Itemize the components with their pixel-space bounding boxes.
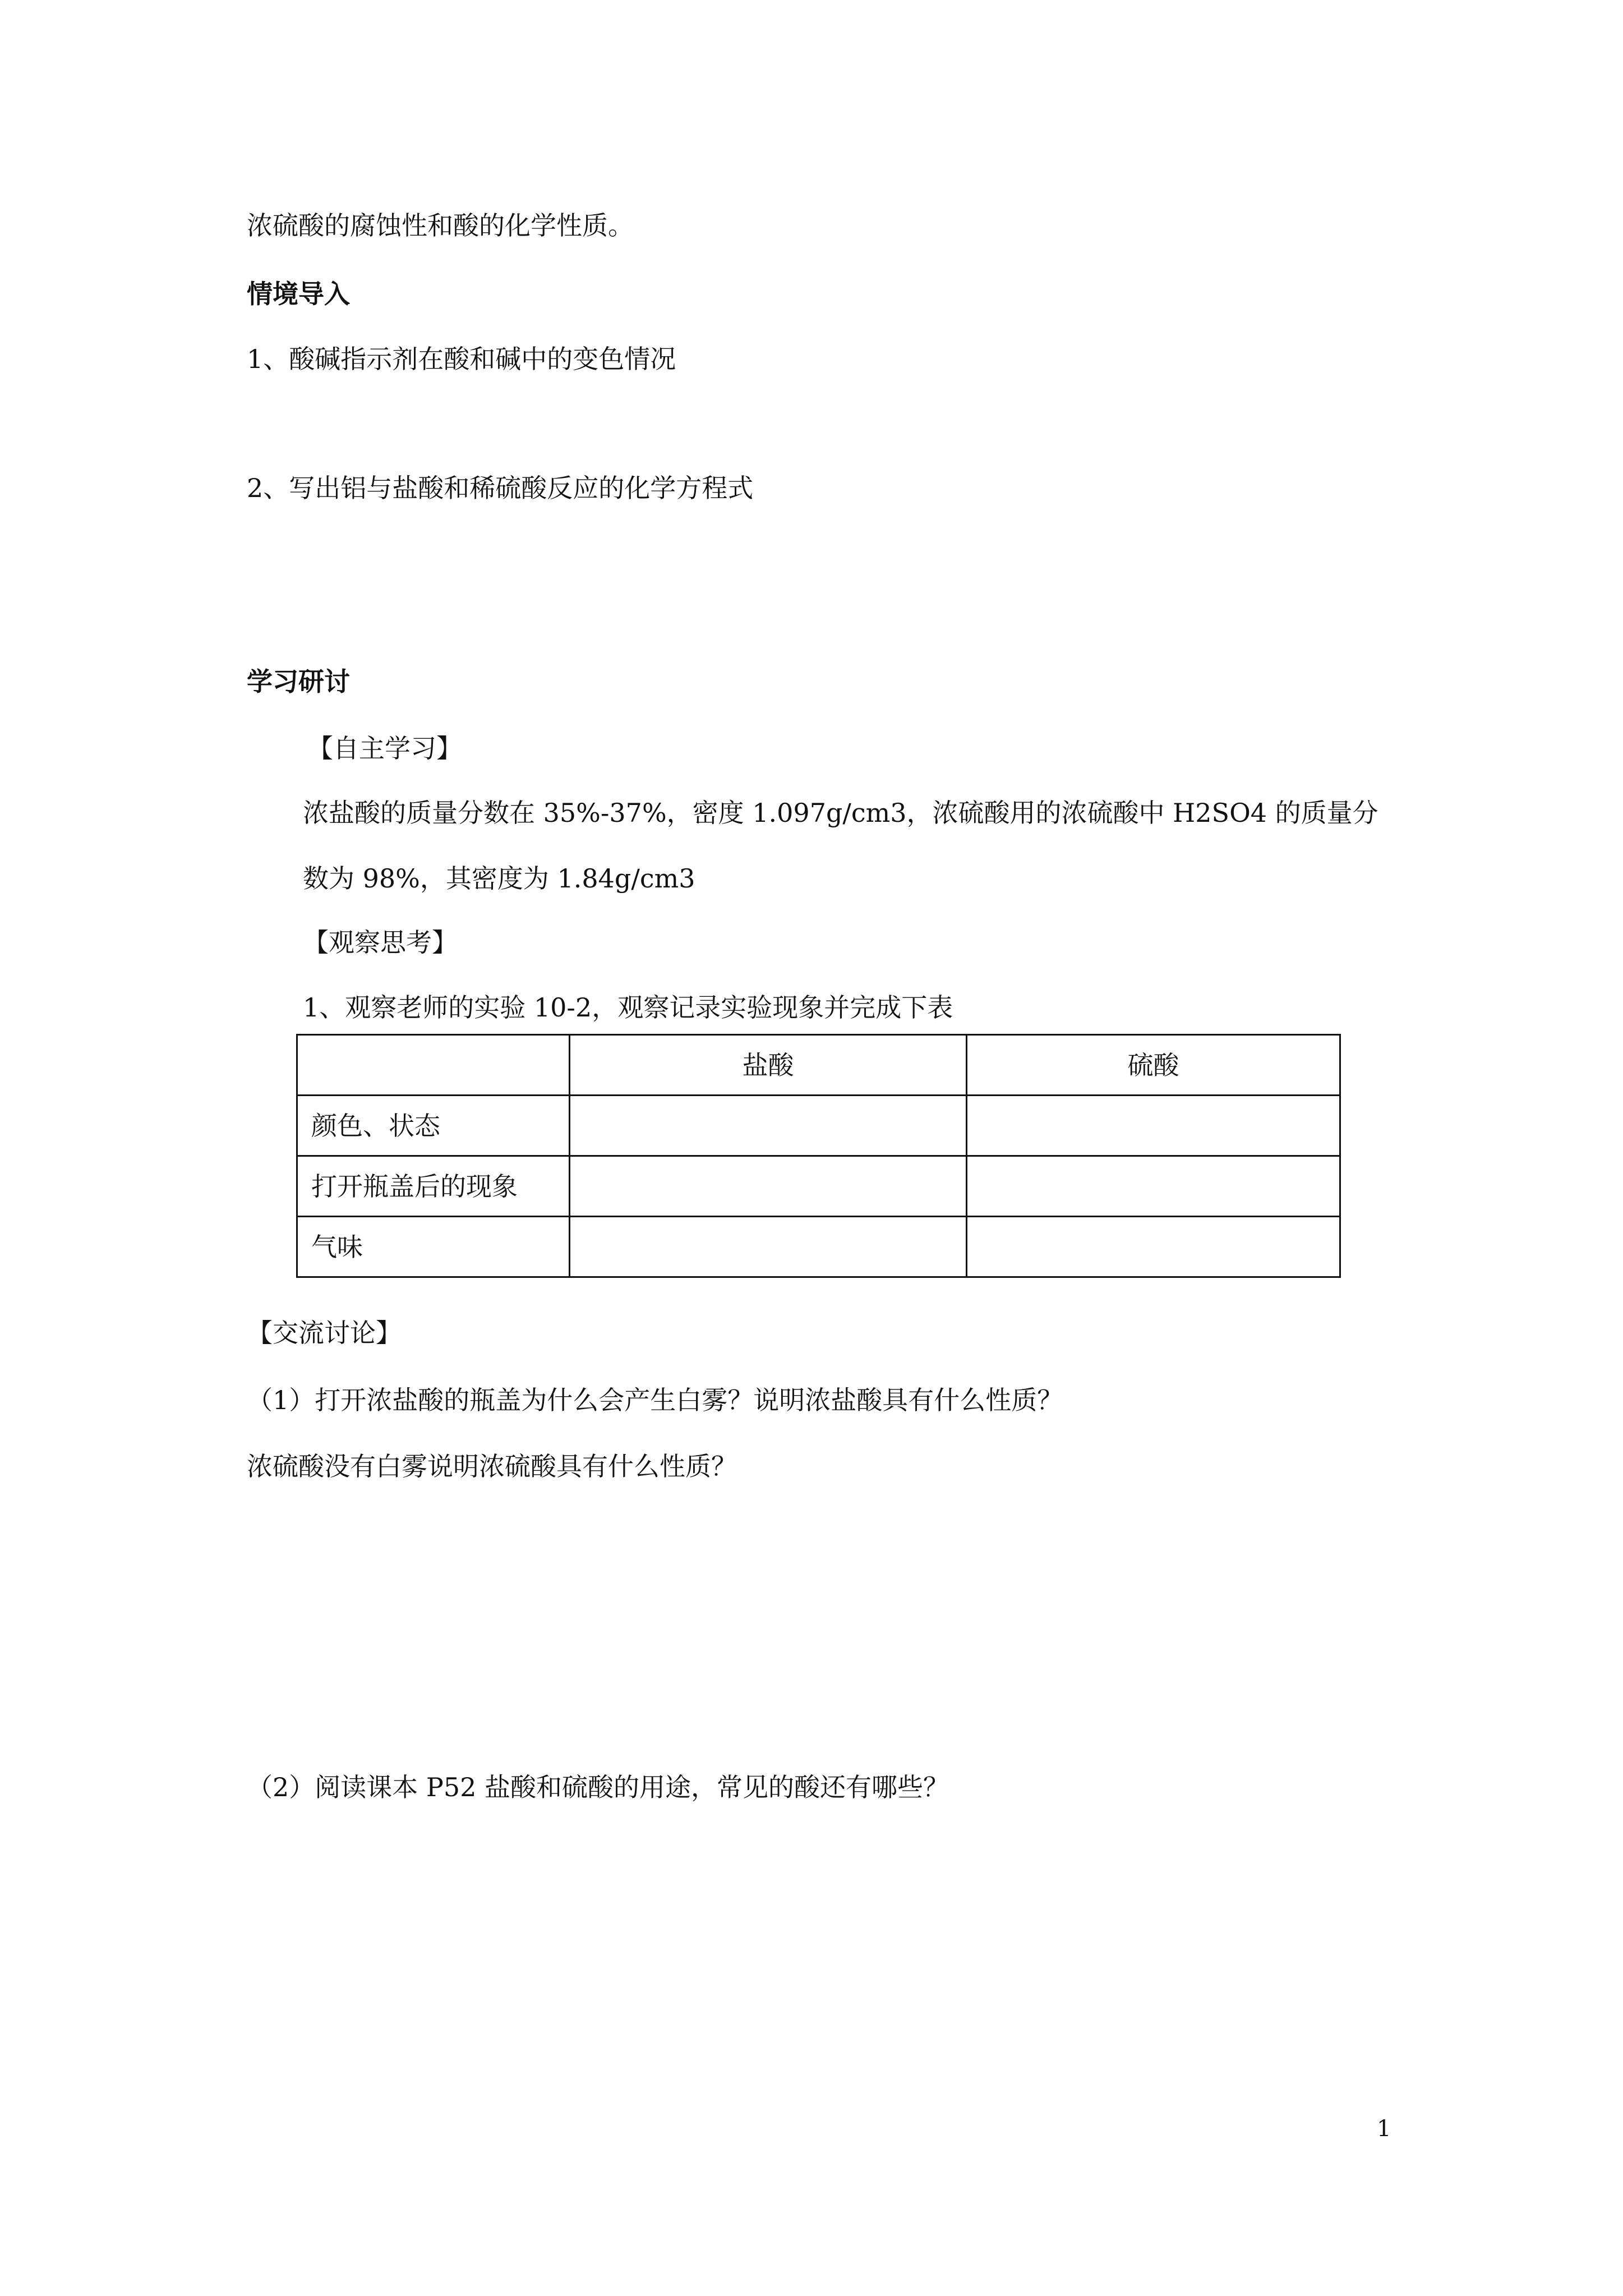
table-row bbox=[297, 1217, 1340, 1277]
observe-label: 【观察思考】 bbox=[303, 927, 458, 958]
table-cell[interactable] bbox=[967, 1217, 1340, 1277]
situation-question-2: 2、写出铝与盐酸和稀硫酸反应的化学方程式 bbox=[247, 473, 754, 503]
observe-question-1: 1、观察老师的实验 10-2，观察记录实验现象并完成下表 bbox=[303, 992, 953, 1023]
discussion-question-1-line-2: 浓硫酸没有白雾说明浓硫酸具有什么性质？ bbox=[247, 1451, 737, 1481]
study-heading: 学习研讨 bbox=[247, 666, 350, 697]
table-cell[interactable] bbox=[570, 1217, 967, 1277]
table-cell[interactable] bbox=[570, 1156, 967, 1217]
table-row-label: 打开瓶盖后的现象 bbox=[297, 1156, 570, 1217]
self-study-line-2: 数为 98%，其密度为 1.84g/cm3 bbox=[303, 863, 695, 894]
table-row bbox=[297, 1096, 1340, 1156]
situation-heading: 情境导入 bbox=[247, 279, 350, 309]
table-header-cell: 硫酸 bbox=[967, 1035, 1340, 1096]
discussion-question-2: （2）阅读课本 P52 盐酸和硫酸的用途，常见的酸还有哪些？ bbox=[247, 1772, 949, 1802]
table-row bbox=[297, 1156, 1340, 1217]
table-cell[interactable] bbox=[967, 1096, 1340, 1156]
discussion-label: 【交流讨论】 bbox=[247, 1318, 402, 1348]
intro-line: 浓硫酸的腐蚀性和酸的化学性质。 bbox=[247, 210, 634, 241]
page-number: 1 bbox=[1377, 2116, 1391, 2142]
table-header-cell: 盐酸 bbox=[570, 1035, 967, 1096]
table-cell[interactable] bbox=[570, 1096, 967, 1156]
table-row-label: 颜色、状态 bbox=[297, 1096, 570, 1156]
self-study-line-1: 浓盐酸的质量分数在 35%-37%，密度 1.097g/cm3，浓硫酸用的浓硫酸中 H2SO4 的质量分 bbox=[303, 798, 1378, 828]
table-row-label: 气味 bbox=[297, 1217, 570, 1277]
table-header-row bbox=[297, 1035, 1340, 1096]
observation-table bbox=[296, 1034, 1341, 1278]
table-header-cell bbox=[297, 1035, 570, 1096]
self-study-label: 【自主学习】 bbox=[307, 733, 462, 763]
discussion-question-1-line-1: （1）打开浓盐酸的瓶盖为什么会产生白雾？说明浓盐酸具有什么性质？ bbox=[247, 1385, 1063, 1415]
table-cell[interactable] bbox=[967, 1156, 1340, 1217]
situation-question-1: 1、酸碱指示剂在酸和碱中的变色情况 bbox=[247, 344, 676, 374]
